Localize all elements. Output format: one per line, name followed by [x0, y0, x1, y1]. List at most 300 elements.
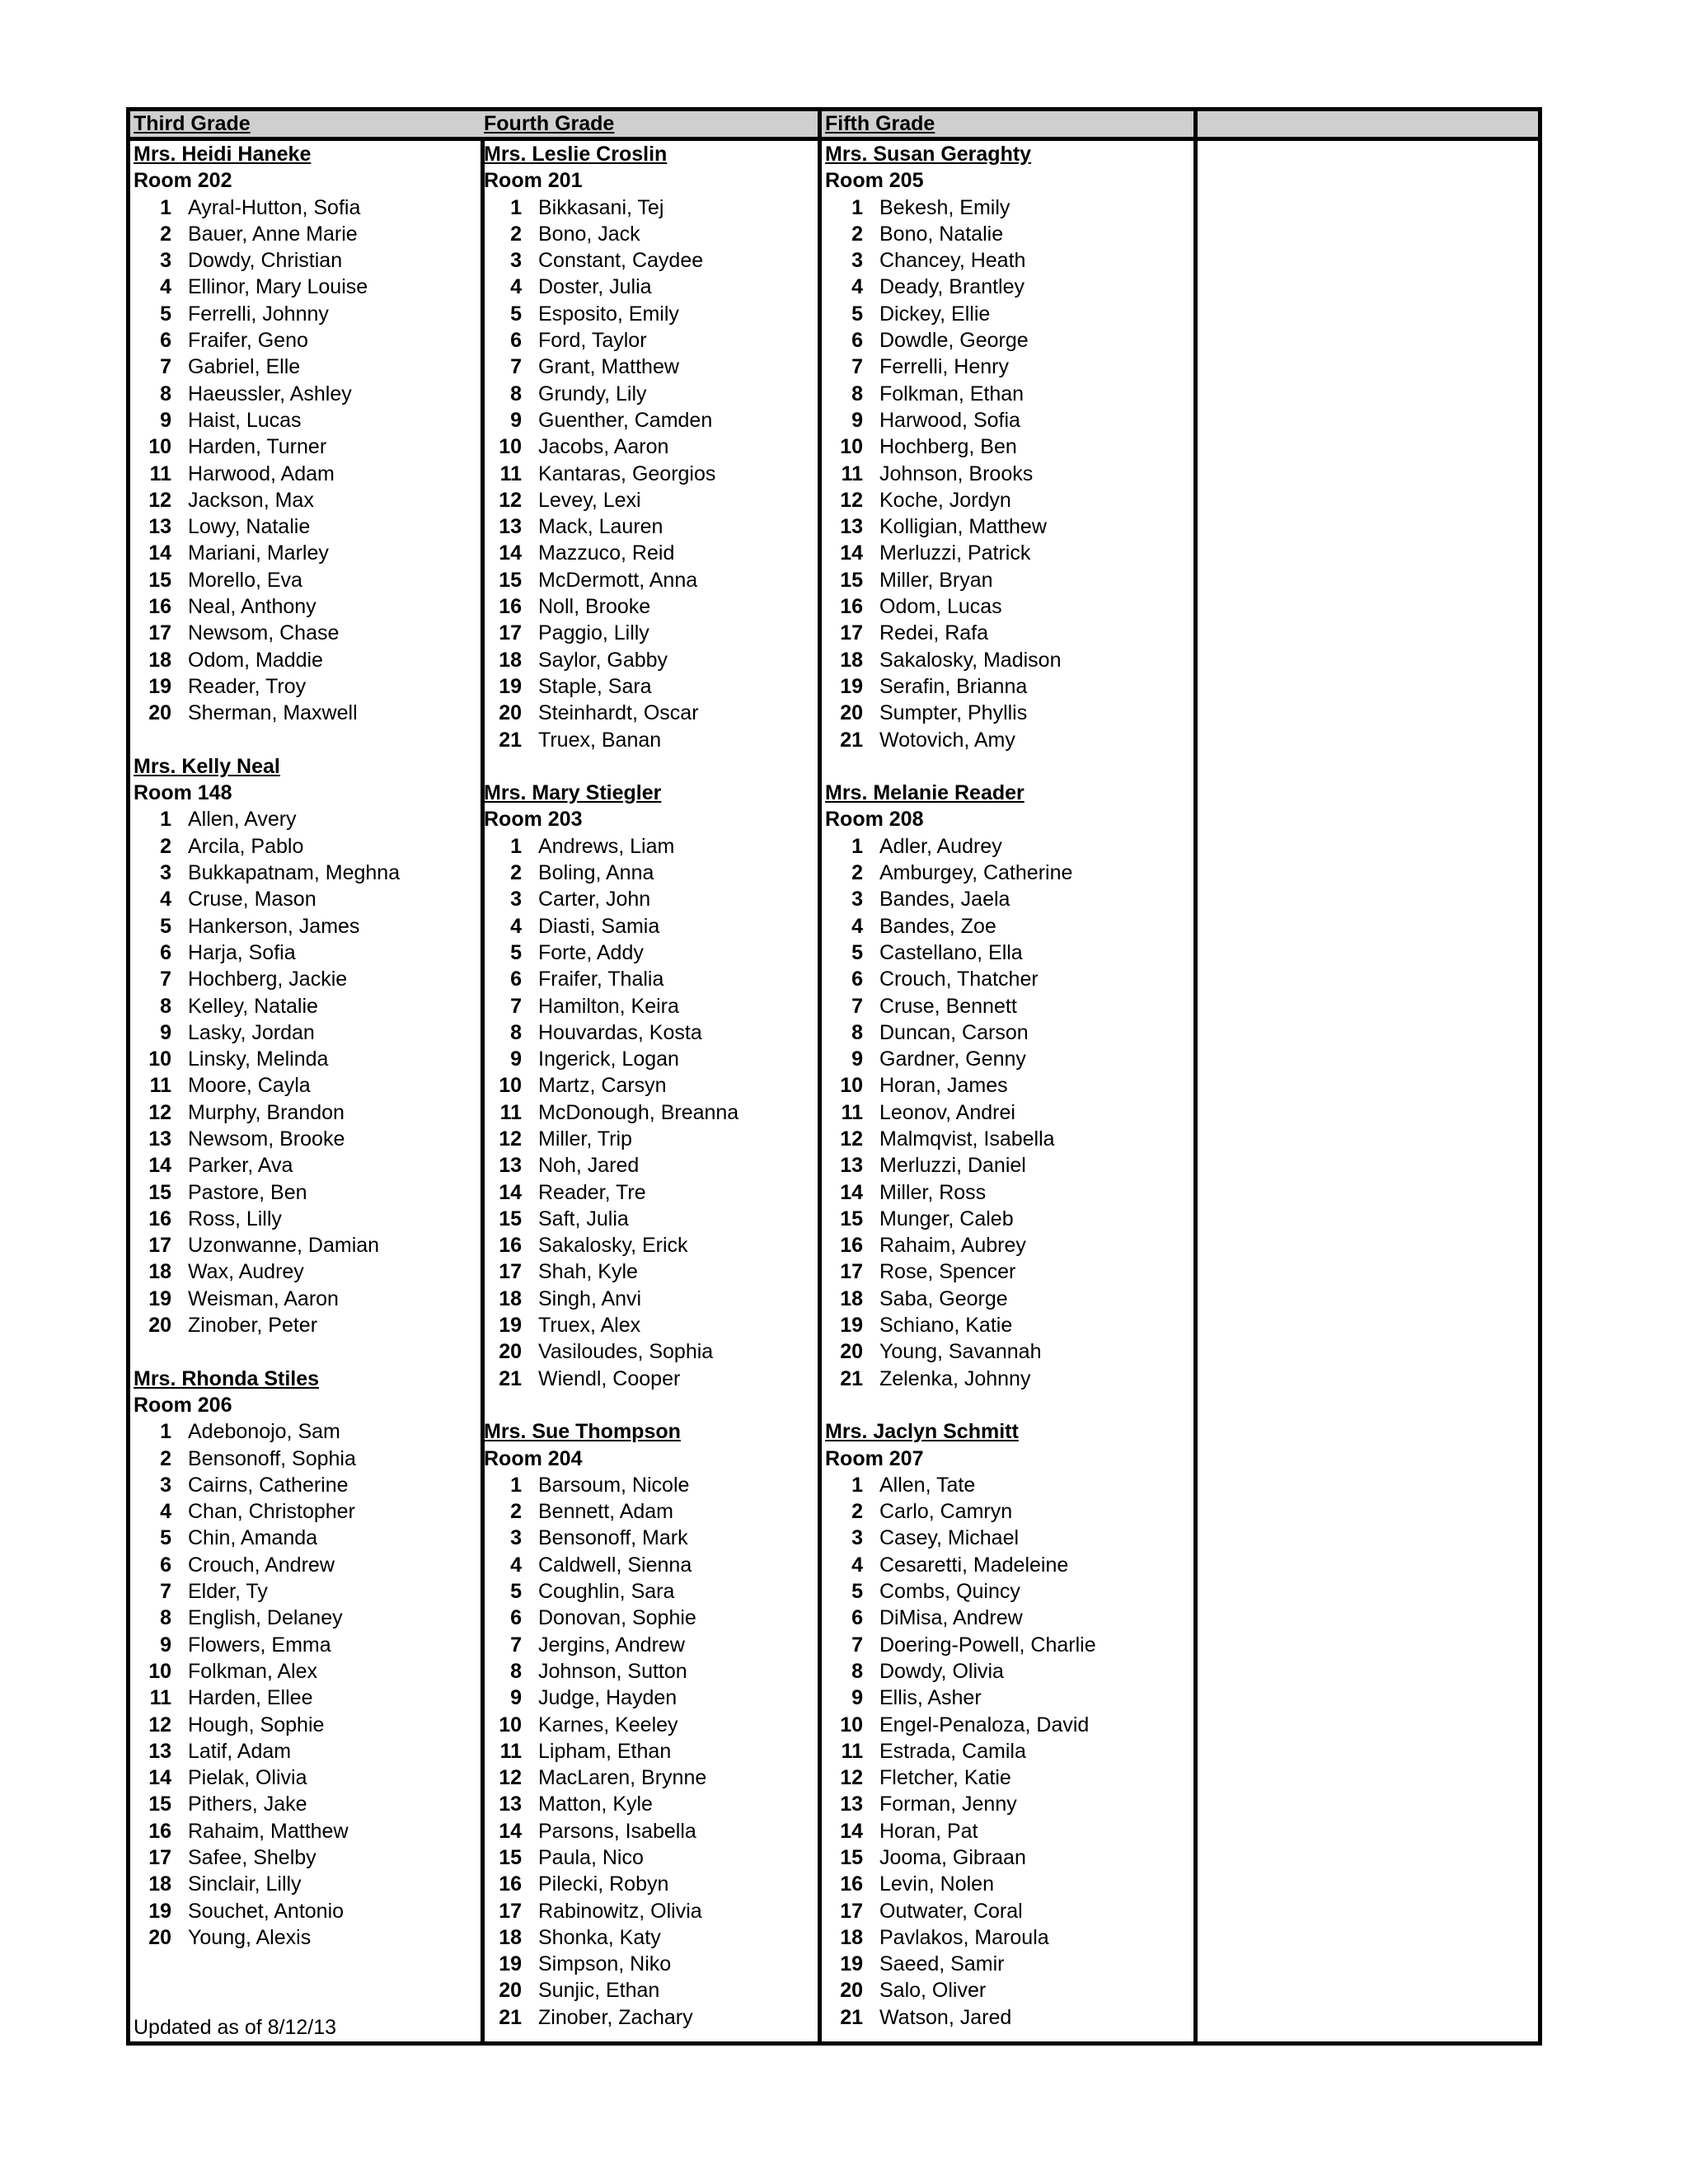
student-number: 14 — [148, 1766, 171, 1790]
student-number: 10 — [148, 1659, 171, 1683]
student-number: 15 — [499, 1846, 522, 1869]
third-grade-header: Third Grade — [130, 111, 481, 141]
student-row — [822, 1366, 1193, 1392]
student-number: 5 — [851, 940, 863, 964]
student-row — [822, 1019, 1193, 1046]
student-number: 4 — [851, 275, 863, 299]
student-name: Fraifer, Thalia — [538, 968, 664, 991]
student-row — [822, 1312, 1193, 1338]
student-name: Schiano, Katie — [879, 1314, 1013, 1338]
student-name: Martz, Carsyn — [538, 1074, 667, 1098]
student-row — [130, 407, 481, 434]
student-name: Matton, Kyle — [538, 1793, 653, 1816]
student-number: 2 — [160, 1446, 171, 1470]
student-name: Arcila, Pablo — [188, 834, 304, 858]
student-number: 9 — [510, 1047, 522, 1071]
student-number: 6 — [510, 968, 522, 991]
student-row — [481, 1019, 818, 1046]
student-number: 5 — [510, 302, 522, 326]
student-row — [822, 1472, 1193, 1498]
student-row — [822, 381, 1193, 407]
student-row — [130, 1844, 481, 1871]
student-row — [481, 1844, 818, 1871]
student-row — [822, 886, 1193, 912]
student-name: Steinhardt, Oscar — [538, 701, 699, 725]
student-number: 20 — [840, 1340, 863, 1364]
student-row — [130, 1605, 481, 1631]
student-number: 15 — [148, 568, 171, 592]
student-name: Miller, Ross — [879, 1180, 987, 1204]
student-number: 6 — [160, 1553, 171, 1577]
student-row — [481, 381, 818, 407]
student-row — [822, 940, 1193, 966]
student-number: 17 — [840, 1260, 863, 1284]
fourth-grade-header: Fourth Grade — [481, 111, 818, 141]
student-number: 16 — [148, 1819, 171, 1843]
student-name: Gabriel, Elle — [188, 355, 301, 379]
student-name: Pastore, Ben — [188, 1180, 307, 1204]
student-row — [481, 301, 818, 327]
student-number: 15 — [148, 1180, 171, 1204]
student-number: 19 — [840, 1314, 863, 1338]
student-row — [130, 1658, 481, 1685]
student-number: 1 — [510, 195, 522, 219]
student-number: 4 — [851, 914, 863, 938]
third-grade-column — [130, 111, 485, 2041]
student-number: 14 — [499, 1819, 522, 1843]
student-number: 10 — [499, 1074, 522, 1098]
student-row — [481, 833, 818, 860]
student-name: Miller, Trip — [538, 1127, 632, 1151]
student-row — [130, 860, 481, 886]
student-row — [130, 1738, 481, 1765]
student-name: Constant, Caydee — [538, 249, 704, 273]
student-row — [130, 1578, 481, 1605]
student-number: 17 — [499, 1899, 522, 1923]
student-row — [481, 327, 818, 354]
student-number: 2 — [851, 861, 863, 885]
student-row — [822, 407, 1193, 434]
student-number: 17 — [840, 621, 863, 645]
student-name: Deady, Brantley — [879, 275, 1025, 299]
student-name: Sunjic, Ethan — [538, 1979, 660, 2003]
student-name: English, Delaney — [188, 1606, 343, 1630]
student-name: Newsom, Brooke — [188, 1127, 345, 1151]
student-number: 14 — [840, 541, 863, 565]
student-name: Simpson, Niko — [538, 1952, 672, 1976]
student-name: Parsons, Isabella — [538, 1819, 696, 1843]
student-name: Kolligian, Matthew — [879, 515, 1047, 539]
student-row — [481, 966, 818, 992]
student-row — [130, 247, 481, 274]
student-number: 19 — [148, 674, 171, 698]
student-number: 21 — [840, 2005, 863, 2029]
student-number: 14 — [499, 1180, 522, 1204]
student-row — [130, 1286, 481, 1312]
student-name: Ellinor, Mary Louise — [188, 275, 368, 299]
spacer — [822, 1392, 1193, 1418]
student-name: Gardner, Genny — [879, 1047, 1026, 1071]
student-number: 2 — [851, 222, 863, 246]
student-number: 16 — [499, 1872, 522, 1896]
student-number: 19 — [840, 1952, 863, 1976]
student-row — [481, 1046, 818, 1072]
student-number: 4 — [510, 1553, 522, 1577]
student-row — [481, 1924, 818, 1951]
student-row — [481, 567, 818, 593]
student-name: Safee, Shelby — [188, 1846, 316, 1869]
student-number: 9 — [160, 1633, 171, 1657]
student-number: 1 — [510, 834, 522, 858]
student-number: 7 — [510, 1633, 522, 1657]
student-name: Doster, Julia — [538, 275, 652, 299]
student-row — [481, 727, 818, 753]
student-row — [822, 1525, 1193, 1551]
student-row — [481, 221, 818, 247]
student-row — [822, 1578, 1193, 1605]
student-row — [822, 434, 1193, 460]
teacher-name: Mrs. Sue Thompson — [484, 1420, 681, 1444]
student-name: Casey, Michael — [879, 1526, 1020, 1550]
student-number: 17 — [148, 621, 171, 645]
student-number: 3 — [160, 861, 171, 885]
student-name: Uzonwanne, Damian — [188, 1234, 380, 1258]
student-row — [481, 461, 818, 487]
student-number: 4 — [510, 275, 522, 299]
student-name: Horan, James — [879, 1074, 1008, 1098]
teacher-name: Mrs. Rhonda Stiles — [134, 1366, 320, 1390]
student-name: Allen, Avery — [188, 808, 297, 832]
student-name: Merluzzi, Patrick — [879, 541, 1031, 565]
student-name: Grant, Matthew — [538, 355, 679, 379]
student-number: 10 — [148, 1047, 171, 1071]
student-number: 12 — [148, 488, 171, 512]
student-number: 20 — [499, 701, 522, 725]
student-number: 3 — [851, 1526, 863, 1550]
student-row — [822, 461, 1193, 487]
room-number: Room 204 — [484, 1446, 583, 1470]
student-row — [481, 487, 818, 513]
student-row — [130, 1765, 481, 1791]
student-name: Ferrelli, Johnny — [188, 302, 329, 326]
student-number: 13 — [148, 515, 171, 539]
student-number: 18 — [499, 1286, 522, 1310]
student-number: 4 — [160, 275, 171, 299]
student-number: 8 — [160, 994, 171, 1018]
student-row — [822, 1658, 1193, 1685]
student-name: Doering-Powell, Charlie — [879, 1633, 1096, 1657]
student-row — [130, 1072, 481, 1099]
student-name: Harden, Ellee — [188, 1686, 313, 1710]
student-row — [481, 407, 818, 434]
student-number: 12 — [148, 1713, 171, 1736]
student-number: 10 — [499, 1713, 522, 1736]
student-name: Bekesh, Emily — [879, 195, 1010, 219]
student-name: Adebonojo, Sam — [188, 1420, 340, 1444]
student-number: 9 — [851, 1686, 863, 1710]
student-name: Reader, Tre — [538, 1180, 646, 1204]
student-number: 9 — [160, 1020, 171, 1044]
student-name: Combs, Quincy — [879, 1580, 1020, 1604]
student-row — [822, 1818, 1193, 1844]
student-name: Houvardas, Kosta — [538, 1020, 702, 1044]
student-number: 12 — [148, 1100, 171, 1124]
room-number: Room 148 — [134, 781, 232, 805]
student-name: Harwood, Sofia — [879, 408, 1020, 432]
student-row — [822, 513, 1193, 540]
student-name: Pithers, Jake — [188, 1793, 307, 1816]
student-number: 11 — [149, 1074, 171, 1098]
student-number: 13 — [499, 1154, 522, 1178]
student-name: Bennett, Adam — [538, 1500, 674, 1524]
student-row — [130, 1019, 481, 1046]
student-row — [481, 1072, 818, 1099]
student-number: 11 — [499, 462, 522, 485]
student-number: 19 — [499, 1314, 522, 1338]
student-number: 19 — [148, 1899, 171, 1923]
student-number: 9 — [851, 408, 863, 432]
student-number: 15 — [148, 1793, 171, 1816]
student-number: 15 — [499, 1207, 522, 1230]
student-name: Young, Savannah — [879, 1340, 1042, 1364]
student-name: Saeed, Samir — [879, 1952, 1005, 1976]
student-row — [130, 886, 481, 912]
student-number: 13 — [840, 515, 863, 539]
student-number: 5 — [510, 1580, 522, 1604]
student-row — [130, 221, 481, 247]
student-row — [822, 860, 1193, 886]
student-number: 20 — [840, 701, 863, 725]
student-row — [130, 1632, 481, 1658]
student-row — [822, 1924, 1193, 1951]
student-row — [481, 1605, 818, 1631]
student-name: Staple, Sara — [538, 674, 652, 698]
student-row — [481, 1366, 818, 1392]
student-name: Jackson, Max — [188, 488, 314, 512]
student-name: Saylor, Gabby — [538, 648, 668, 672]
student-name: Levey, Lexi — [538, 488, 641, 512]
student-number: 19 — [148, 1286, 171, 1310]
student-name: Mack, Lauren — [538, 515, 663, 539]
student-name: Horan, Pat — [879, 1819, 978, 1843]
student-name: Hough, Sophie — [188, 1713, 325, 1736]
student-number: 18 — [148, 1260, 171, 1284]
student-name: Andrews, Liam — [538, 834, 675, 858]
student-row — [822, 2004, 1193, 2031]
student-row — [822, 1126, 1193, 1152]
student-row — [822, 647, 1193, 673]
student-row — [481, 1977, 818, 2004]
empty-column-header — [1198, 111, 1538, 141]
student-name: Fletcher, Katie — [879, 1766, 1011, 1790]
student-number: 1 — [160, 195, 171, 219]
student-name: Bikkasani, Tej — [538, 195, 664, 219]
student-number: 9 — [160, 408, 171, 432]
student-number: 13 — [499, 1793, 522, 1816]
student-row — [130, 940, 481, 966]
student-number: 20 — [148, 1314, 171, 1338]
student-name: Adler, Audrey — [879, 834, 1002, 858]
student-number: 6 — [160, 940, 171, 964]
student-name: Wotovich, Amy — [879, 728, 1015, 752]
student-name: Karnes, Keeley — [538, 1713, 678, 1736]
student-number: 21 — [499, 728, 522, 752]
student-row — [130, 1472, 481, 1498]
student-row — [822, 1552, 1193, 1578]
student-number: 18 — [840, 1925, 863, 1949]
student-number: 12 — [840, 488, 863, 512]
student-name: Forte, Addy — [538, 940, 644, 964]
room-number: Room 208 — [825, 808, 924, 832]
student-name: Mariani, Marley — [188, 541, 329, 565]
student-name: Duncan, Carson — [879, 1020, 1029, 1044]
student-row — [130, 567, 481, 593]
student-row — [481, 1206, 818, 1232]
student-name: Leonov, Andrei — [879, 1100, 1015, 1124]
student-name: Dowdle, George — [879, 329, 1029, 353]
student-number: 6 — [851, 968, 863, 991]
student-name: Lasky, Jordan — [188, 1020, 315, 1044]
student-name: Ross, Lilly — [188, 1207, 282, 1230]
student-number: 13 — [840, 1154, 863, 1178]
student-row — [822, 1046, 1193, 1072]
student-row — [822, 1258, 1193, 1285]
student-number: 3 — [510, 249, 522, 273]
student-row — [130, 1046, 481, 1072]
student-row — [130, 1685, 481, 1711]
student-row — [130, 434, 481, 460]
student-number: 16 — [499, 1234, 522, 1258]
student-row — [130, 993, 481, 1019]
student-row — [130, 1312, 481, 1338]
student-row — [822, 1286, 1193, 1312]
student-name: Chancey, Heath — [879, 249, 1026, 273]
student-number: 6 — [510, 329, 522, 353]
student-number: 20 — [499, 1340, 522, 1364]
student-row — [481, 1632, 818, 1658]
student-name: Ferrelli, Henry — [879, 355, 1009, 379]
student-name: Harwood, Adam — [188, 462, 335, 485]
student-row — [481, 886, 818, 912]
student-number: 15 — [840, 1207, 863, 1230]
student-number: 4 — [851, 1553, 863, 1577]
student-row — [822, 1844, 1193, 1871]
student-name: Bukkapatnam, Meghna — [188, 861, 401, 885]
student-name: Forman, Jenny — [879, 1793, 1017, 1816]
student-name: MacLaren, Brynne — [538, 1766, 707, 1790]
student-row — [130, 1099, 481, 1126]
student-name: Reader, Troy — [188, 674, 307, 698]
student-row — [822, 567, 1193, 593]
fifth-grade-list — [822, 141, 1193, 2031]
student-row — [822, 1206, 1193, 1232]
student-name: Shonka, Katy — [538, 1925, 661, 1949]
spacer — [822, 753, 1193, 780]
student-name: Paggio, Lilly — [538, 621, 649, 645]
student-row — [822, 1738, 1193, 1765]
student-row — [130, 620, 481, 646]
student-number: 9 — [510, 1686, 522, 1710]
student-name: Sakalosky, Madison — [879, 648, 1062, 672]
student-name: Bandes, Zoe — [879, 914, 996, 938]
student-row — [130, 1232, 481, 1258]
student-name: Wax, Audrey — [188, 1260, 304, 1284]
student-row — [130, 274, 481, 300]
student-row — [481, 1179, 818, 1206]
student-number: 7 — [510, 355, 522, 379]
student-number: 14 — [148, 1154, 171, 1178]
student-name: Carter, John — [538, 888, 651, 912]
student-row — [130, 1126, 481, 1152]
student-number: 17 — [499, 1260, 522, 1284]
student-row — [822, 221, 1193, 247]
student-number: 21 — [840, 728, 863, 752]
student-name: Linsky, Melinda — [188, 1047, 329, 1071]
fifth-grade-header: Fifth Grade — [822, 111, 1193, 141]
student-row — [481, 1152, 818, 1179]
spacer — [130, 1338, 481, 1365]
student-row — [822, 620, 1193, 646]
student-name: Cruse, Mason — [188, 888, 316, 912]
student-number: 8 — [160, 382, 171, 405]
student-row — [130, 647, 481, 673]
student-name: Chin, Amanda — [188, 1526, 318, 1550]
student-row — [130, 327, 481, 354]
student-number: 21 — [499, 2005, 522, 2029]
student-row — [822, 1605, 1193, 1631]
student-name: Haist, Lucas — [188, 408, 302, 432]
student-number: 16 — [148, 595, 171, 619]
student-name: Kelley, Natalie — [188, 994, 318, 1018]
third-grade-list — [130, 141, 481, 1951]
student-row — [822, 1685, 1193, 1711]
student-name: Harja, Sofia — [188, 940, 296, 964]
student-row — [130, 301, 481, 327]
student-number: 12 — [499, 1766, 522, 1790]
student-row — [481, 1871, 818, 1897]
student-row — [130, 461, 481, 487]
student-row — [130, 1871, 481, 1897]
room-number: Room 201 — [484, 169, 583, 193]
student-name: Pilecki, Robyn — [538, 1872, 669, 1896]
student-name: Hochberg, Jackie — [188, 968, 348, 991]
student-number: 14 — [499, 541, 522, 565]
student-row — [130, 1924, 481, 1951]
student-row — [822, 673, 1193, 700]
fourth-grade-column — [481, 111, 822, 2041]
student-number: 2 — [160, 222, 171, 246]
teacher-name: Mrs. Melanie Reader — [825, 781, 1025, 805]
student-name: Cairns, Catherine — [188, 1473, 349, 1497]
student-row — [130, 1152, 481, 1179]
student-row — [822, 913, 1193, 940]
student-name: Zinober, Zachary — [538, 2005, 693, 2029]
student-name: Esposito, Emily — [538, 302, 679, 326]
student-name: McDonough, Breanna — [538, 1100, 739, 1124]
student-number: 19 — [840, 674, 863, 698]
student-name: Young, Alexis — [188, 1925, 312, 1949]
student-name: Weisman, Aaron — [188, 1286, 339, 1310]
room-number: Room 207 — [825, 1446, 924, 1470]
student-row — [481, 1286, 818, 1312]
student-row — [822, 1338, 1193, 1365]
student-number: 18 — [840, 648, 863, 672]
student-number: 17 — [840, 1899, 863, 1923]
student-name: Haeussler, Ashley — [188, 382, 352, 405]
student-name: Watson, Jared — [879, 2005, 1012, 2029]
student-number: 13 — [148, 1127, 171, 1151]
student-number: 2 — [851, 1500, 863, 1524]
